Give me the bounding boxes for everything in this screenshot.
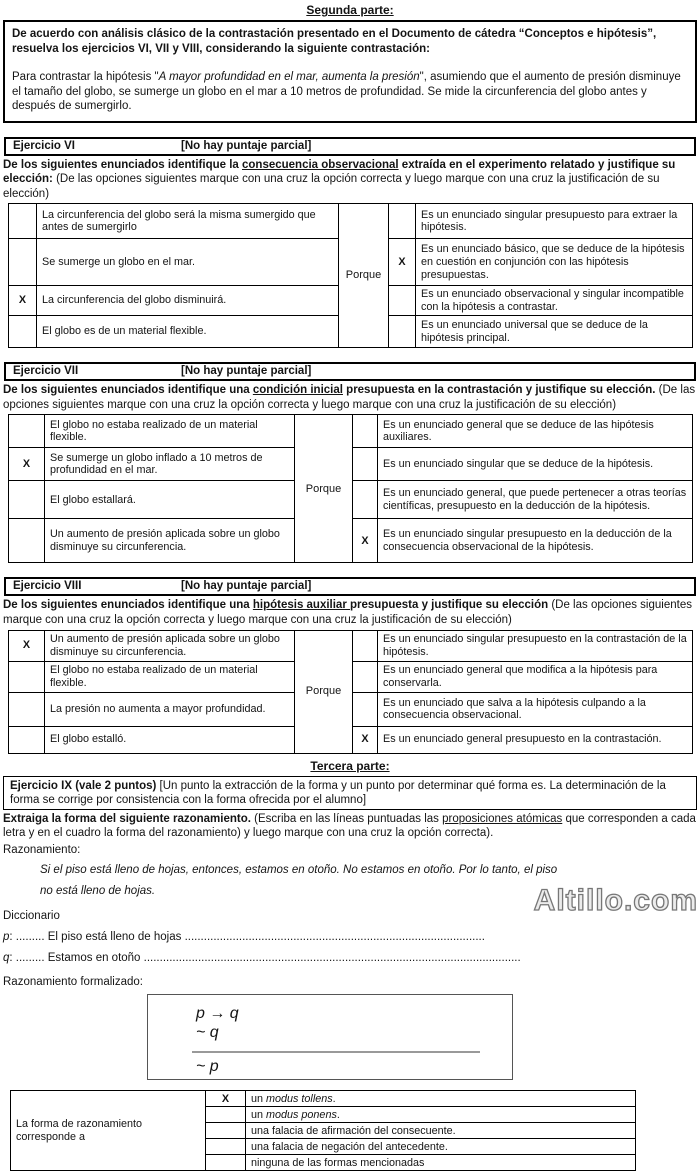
part2-heading: Segunda parte: — [306, 3, 394, 17]
justification-cell: Es un enunciado general que modifica a la hipótesis para conservarla. — [378, 661, 693, 692]
statement-cell: La circunferencia del globo será la misma sumergido que antes de sumergirlo — [37, 204, 339, 239]
option-checkbox[interactable]: X — [206, 1091, 246, 1107]
intro-scenario: Para contrastar la hipótesis "A mayor profundidad en el mar, aumenta la presión", asumiendo que el aumento de presión disminuye el tamaño del globo, se sumerge un globo en el mar a 10 metros de profundidad. Se mide la circunferencia del globo antes y después de sumergirlo. — [12, 71, 681, 112]
justification-cell: Es un enunciado básico, que se deduce de la hipótesis en cuestión en conjunción con las hipótesis presupuestas. — [416, 239, 693, 286]
option-checkbox[interactable]: X — [9, 630, 45, 661]
justification-checkbox[interactable] — [389, 286, 416, 316]
porque-cell: Porque — [295, 415, 353, 563]
justification-checkbox[interactable] — [353, 661, 378, 692]
option-checkbox[interactable] — [9, 481, 45, 519]
table-row — [9, 204, 693, 239]
statement-cell: La presión no aumenta a mayor profundidad. — [45, 692, 295, 726]
exercise-vii-prompt: De los siguientes enunciados identifique una condición inicial presupuesta en la contrastación y justifique su elección. (De las opciones siguientes marque con una cruz la opción correcta y luego marque con una cruz la justificación de su elección) — [3, 384, 696, 411]
hypothesis-text: A mayor profundidad en el mar, aumenta la presión — [158, 71, 420, 83]
exercise-vi-header — [4, 137, 696, 156]
justification-checkbox[interactable] — [353, 692, 378, 726]
statement-cell: El globo estalló. — [45, 726, 295, 753]
table-row — [11, 1091, 636, 1107]
option-checkbox[interactable] — [206, 1139, 246, 1155]
porque-cell: Porque — [339, 204, 389, 348]
option-checkbox[interactable] — [206, 1155, 246, 1171]
justification-cell: Es un enunciado que salva a la hipótesis culpando a la consecuencia observacional. — [378, 692, 693, 726]
option-checkbox[interactable]: X — [9, 448, 45, 481]
exercise-vii-title: Ejercicio VII — [13, 365, 79, 378]
razonamiento-label: Razonamiento: — [3, 843, 81, 856]
option-checkbox[interactable] — [9, 519, 45, 563]
exercise-vi-badge: [No hay puntaje parcial] — [181, 139, 312, 152]
justification-checkbox[interactable] — [389, 204, 416, 239]
exercise-vi-prompt: De los siguientes enunciados identifique la consecuencia observacional extraída en el experimento relatado y justifique su elección: (De las opciones siguientes marque con una cruz la opción correcta y luego marque con una cruz la justificación de su elección) — [3, 158, 676, 200]
statement-cell: El globo no estaba realizado de un material flexible. — [45, 415, 295, 448]
justification-checkbox[interactable] — [353, 415, 378, 448]
conclusion: ~ p — [196, 1058, 219, 1076]
option-checkbox[interactable] — [9, 661, 45, 692]
justification-cell: Es un enunciado observacional y singular incompatible con la hipótesis a contrastar. — [416, 286, 693, 316]
altillo-watermark: Altillo.com — [533, 884, 698, 917]
form-type-table — [10, 1090, 636, 1171]
option-checkbox[interactable] — [9, 415, 45, 448]
dictionary-line-p: p: ......... El piso está lleno de hojas .............................................................................................. — [3, 931, 485, 944]
inference-line — [192, 1051, 480, 1053]
justification-checkbox[interactable]: X — [353, 519, 378, 563]
option-checkbox[interactable] — [9, 316, 37, 348]
exercise-vii-badge: [No hay puntaje parcial] — [181, 365, 312, 378]
exercise-viii-table — [8, 630, 693, 754]
justification-cell: Es un enunciado general, que puede pertenecer a otras teorías científicas, presupuesto en la deducción de la hipótesis. — [378, 481, 693, 519]
statement-cell: El globo estallará. — [45, 481, 295, 519]
exercise-viii-header — [4, 577, 696, 596]
option-cell: un modus ponens. — [246, 1107, 636, 1123]
exercise-ix-note: [Un punto la extracción de la forma y un punto por determinar qué forma es. La determinación de la forma se corrige por consistencia con la forma ofrecida por el alumno] — [10, 779, 666, 806]
option-checkbox[interactable] — [9, 204, 37, 239]
dictionary-label: Diccionario — [3, 910, 60, 923]
intro-instruction: De acuerdo con análisis clásico de la contrastación presentado en el Documento de cátedra “Conceptos e hipótesis”, resuelva los ejercicios VI, VII y VIII, considerando la siguiente contrastación: — [12, 28, 657, 55]
table-row — [9, 630, 693, 661]
exercise-viii-title: Ejercicio VIII — [13, 580, 82, 593]
justification-checkbox[interactable] — [353, 481, 378, 519]
argument-line-1: Si el piso está lleno de hojas, entonces, estamos en otoño. No estamos en otoño. Por lo tanto, el piso — [40, 864, 558, 877]
option-cell: una falacia de negación del antecedente. — [246, 1139, 636, 1155]
dictionary-line-q: q: ......... Estamos en otoño ...................................................................................................................... — [3, 952, 521, 965]
option-checkbox[interactable]: X — [9, 286, 37, 316]
justification-cell: Es un enunciado singular presupuesto en la contrastación de la hipótesis. — [378, 630, 693, 661]
exercise-vii-table — [8, 414, 693, 563]
exercise-ix-header — [3, 776, 697, 810]
exercise-viii-badge: [No hay puntaje parcial] — [181, 580, 312, 593]
statement-cell: Se sumerge un globo inflado a 10 metros de profundidad en el mar. — [45, 448, 295, 481]
justification-cell: Es un enunciado singular que se deduce de la hipótesis. — [378, 448, 693, 481]
option-cell: un modus tollens. — [246, 1091, 636, 1107]
statement-cell: El globo es de un material flexible. — [37, 316, 339, 348]
option-checkbox[interactable] — [9, 692, 45, 726]
statement-cell: Se sumerge un globo en el mar. — [37, 239, 339, 286]
formalized-label: Razonamiento formalizado: — [3, 976, 143, 989]
exercise-vi-title: Ejercicio VI — [13, 139, 76, 152]
table-row — [9, 415, 693, 448]
justification-checkbox[interactable] — [353, 448, 378, 481]
option-cell: una falacia de afirmación del consecuente. — [246, 1123, 636, 1139]
form-type-label: La forma de razonamiento corresponde a — [11, 1091, 206, 1171]
argument-line-2: no está lleno de hojas. — [40, 885, 156, 898]
justification-checkbox[interactable] — [353, 630, 378, 661]
dotted-answer-line[interactable]: ...................................................................................................................... — [143, 952, 521, 965]
premise-2: ~ q — [196, 1024, 219, 1042]
part3-heading: Tercera parte: — [310, 758, 390, 773]
justification-checkbox[interactable] — [389, 316, 416, 348]
statement-cell: La circunferencia del globo disminuirá. — [37, 286, 339, 316]
exercise-vi-table — [8, 203, 693, 348]
justification-cell: Es un enunciado singular presupuesto en la deducción de la consecuencia observacional de la hipótesis. — [378, 519, 693, 563]
option-cell: ninguna de las formas mencionadas — [246, 1155, 636, 1171]
option-checkbox[interactable] — [9, 239, 37, 286]
formalized-reasoning-box[interactable] — [147, 994, 513, 1080]
porque-cell: Porque — [295, 630, 353, 753]
justification-checkbox[interactable]: X — [389, 239, 416, 286]
premise-1: p → q — [196, 1005, 239, 1023]
justification-checkbox[interactable]: X — [353, 726, 378, 753]
option-checkbox[interactable] — [9, 726, 45, 753]
intro-box — [3, 20, 697, 123]
exercise-vii-header — [4, 362, 696, 381]
justification-cell: Es un enunciado universal que se deduce de la hipótesis principal. — [416, 316, 693, 348]
exercise-viii-prompt: De los siguientes enunciados identifique una hipótesis auxiliar presupuesta y justifique su elección (De las opciones siguientes marque con una cruz la opción correcta y luego marque con una cruz la justificación de su elección) — [3, 599, 692, 627]
justification-cell: Es un enunciado general presupuesto en la contrastación. — [378, 726, 693, 753]
justification-cell: Es un enunciado singular presupuesto para extraer la hipótesis. — [416, 204, 693, 239]
exercise-ix-title: Ejercicio IX (vale 2 puntos) — [10, 779, 157, 792]
option-checkbox[interactable] — [206, 1123, 246, 1139]
justification-cell: Es un enunciado general que se deduce de las hipótesis auxiliares. — [378, 415, 693, 448]
option-checkbox[interactable] — [206, 1107, 246, 1123]
statement-cell: Un aumento de presión aplicada sobre un globo disminuye su circunferencia. — [45, 630, 295, 661]
dotted-answer-line[interactable]: .............................................................................................. — [184, 931, 485, 944]
statement-cell: El globo no estaba realizado de un material flexible. — [45, 661, 295, 692]
statement-cell: Un aumento de presión aplicada sobre un globo disminuye su circunferencia. — [45, 519, 295, 563]
exercise-ix-prompt: Extraiga la forma del siguiente razonamiento. (Escriba en las líneas puntuadas las proposiciones atómicas que corresponden a cada letra y en el cuadro la forma del razonamiento) y luego marque con una cruz la opción correcta). — [3, 812, 696, 840]
